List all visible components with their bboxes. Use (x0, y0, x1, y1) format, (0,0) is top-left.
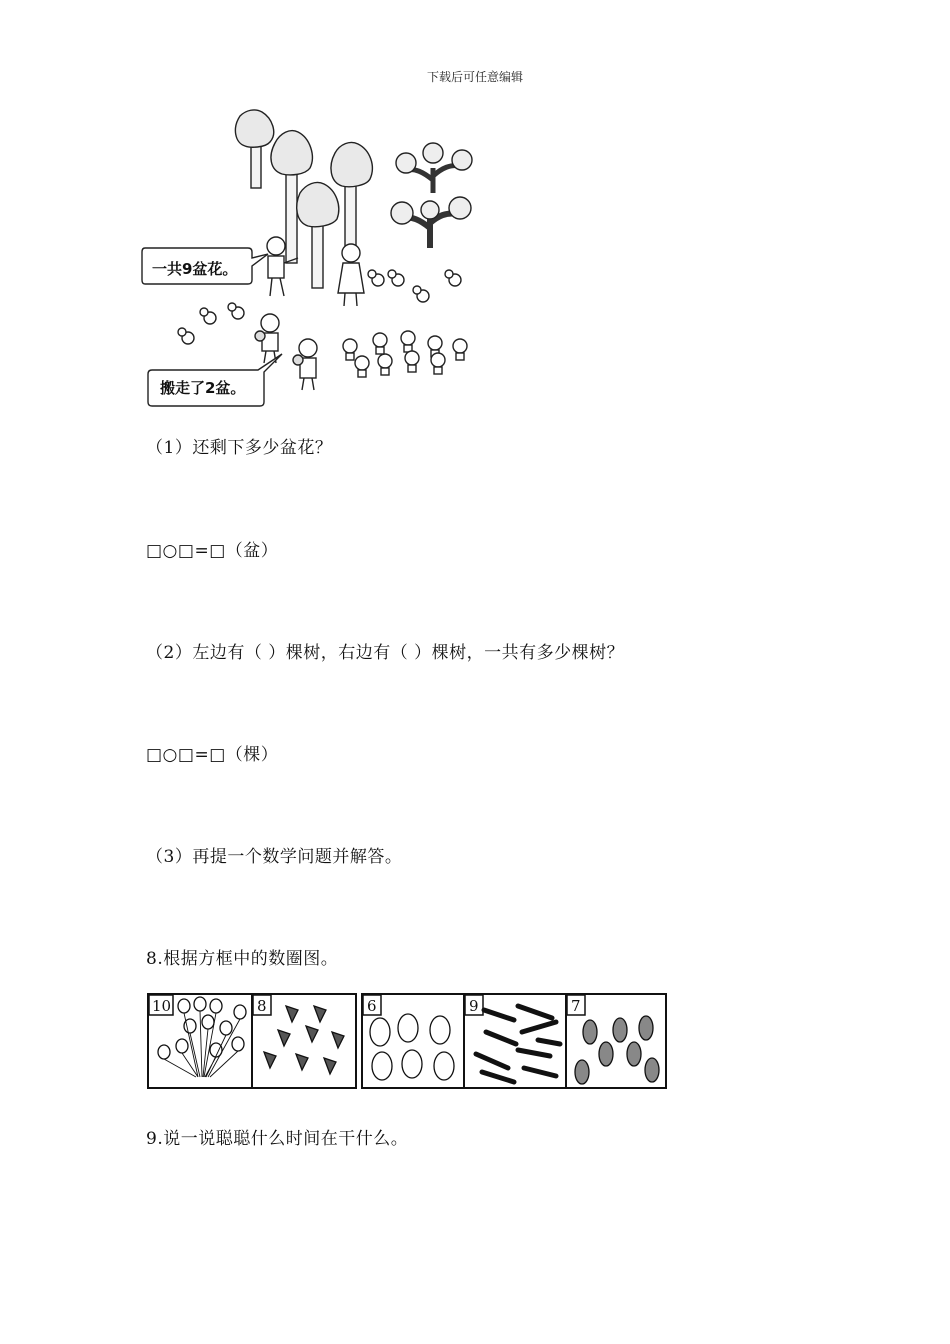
question-part-1: （1）还剩下多少盆花？ (146, 438, 333, 458)
tree-icon (297, 182, 339, 288)
tree-icon (235, 110, 273, 188)
page-header: 下载后可任意编辑 (426, 70, 523, 84)
answer-equation-1: □○□=□（盆） (146, 541, 279, 561)
child-carrying-flower (293, 339, 317, 390)
corn-icon (575, 1016, 659, 1084)
question-9-title: 9.说一说聪聪什么时间在干什么。 (146, 1129, 409, 1149)
box-number: 10 (152, 997, 172, 1015)
pencil-icon (476, 1006, 560, 1082)
balloon-icon (158, 997, 246, 1077)
box-number: 8 (257, 997, 267, 1015)
answer-equation-2: □○□=□（棵） (146, 745, 279, 765)
flower-pot-icon (343, 331, 467, 377)
speech-bubble-bottom-text: 搬走了2盆。 (160, 379, 246, 397)
speech-bubble-top-text: 一共9盆花。 (152, 260, 238, 278)
question-8-title: 8.根据方框中的数圈图。 (146, 949, 339, 969)
cabbage-icon (370, 1014, 454, 1080)
tree-icon (391, 143, 472, 248)
question-part-3: （3）再提一个数学问题并解答。 (146, 847, 403, 867)
box-number: 9 (469, 997, 479, 1015)
strawberry-icon (264, 1006, 344, 1074)
girl-figure (338, 244, 364, 306)
child-carrying-flower (255, 314, 279, 363)
question-part-2: （2）左边有（ ）棵树，右边有（ ）棵树，一共有多少棵树？ (146, 643, 625, 663)
box-number: 6 (367, 997, 377, 1015)
box-number: 7 (571, 997, 581, 1015)
counting-boxes-strip (146, 992, 670, 1090)
